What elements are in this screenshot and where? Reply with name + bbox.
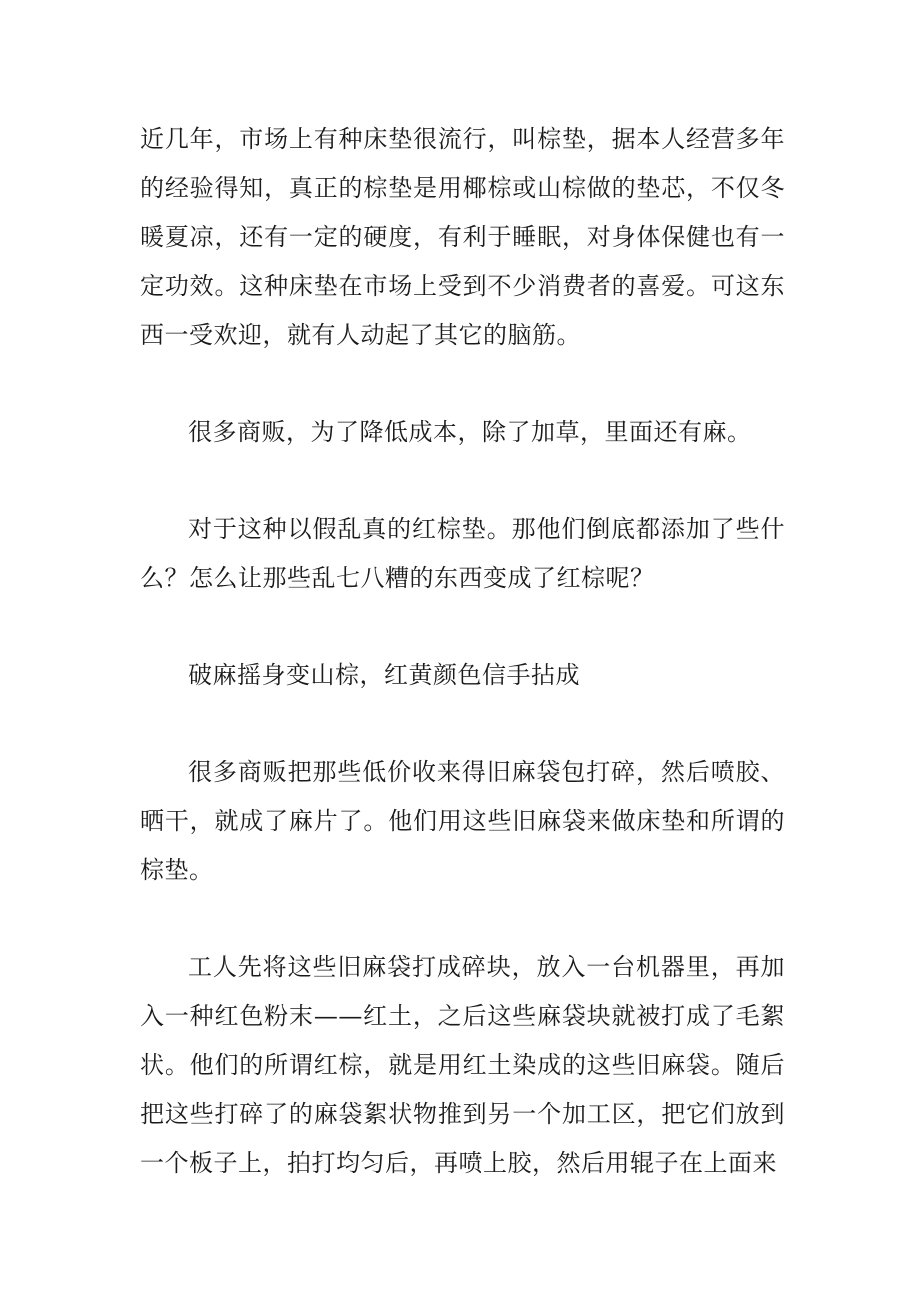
paragraph-spacer xyxy=(140,895,785,943)
paragraph-spacer xyxy=(140,700,785,748)
paragraph-2: 很多商贩，为了降低成本，除了加草，里面还有麻。 xyxy=(188,418,752,446)
paragraph-4-heading: 破麻摇身变山棕，红黄颜色信手拈成 xyxy=(188,661,580,689)
paragraph-5: 很多商贩把那些低价收来得旧麻袋包打碎，然后喷胶、晒干，就成了麻片了。他们用这些旧麻袋来做床垫和所谓的棕垫。 xyxy=(140,758,785,884)
paragraph-1: 近几年，市场上有种床垫很流行，叫棕垫，据本人经营多年的经验得知，真正的棕垫是用椰棕或山棕做的垫芯，不仅冬暖夏凉，还有一定的硬度，有利于睡眠，对身体保健也有一定功效。这种床垫在市场上受到不少消费者的喜爱。可这东西一受欢迎，就有人动起了其它的脑筋。 xyxy=(140,125,785,349)
paragraph-spacer xyxy=(140,603,785,651)
paragraph-spacer xyxy=(140,457,785,505)
paragraph-spacer xyxy=(140,360,785,408)
paragraph-6: 工人先将这些旧麻袋打成碎块，放入一台机器里，再加入一种红色粉末——红土，之后这些麻袋块就被打成了毛絮状。他们的所谓红棕，就是用红土染成的这些旧麻袋。随后把这些打碎了的麻袋絮状物推到另一个加工区，把它们放到一个板子上，拍打均匀后，再喷上胶，然后用辊子在上面来 xyxy=(140,953,785,1177)
document-body xyxy=(140,115,785,1188)
paragraph-3: 对于这种以假乱真的红棕垫。那他们倒底都添加了些什么？怎么让那些乱七八糟的东西变成了红棕呢？ xyxy=(140,515,785,592)
